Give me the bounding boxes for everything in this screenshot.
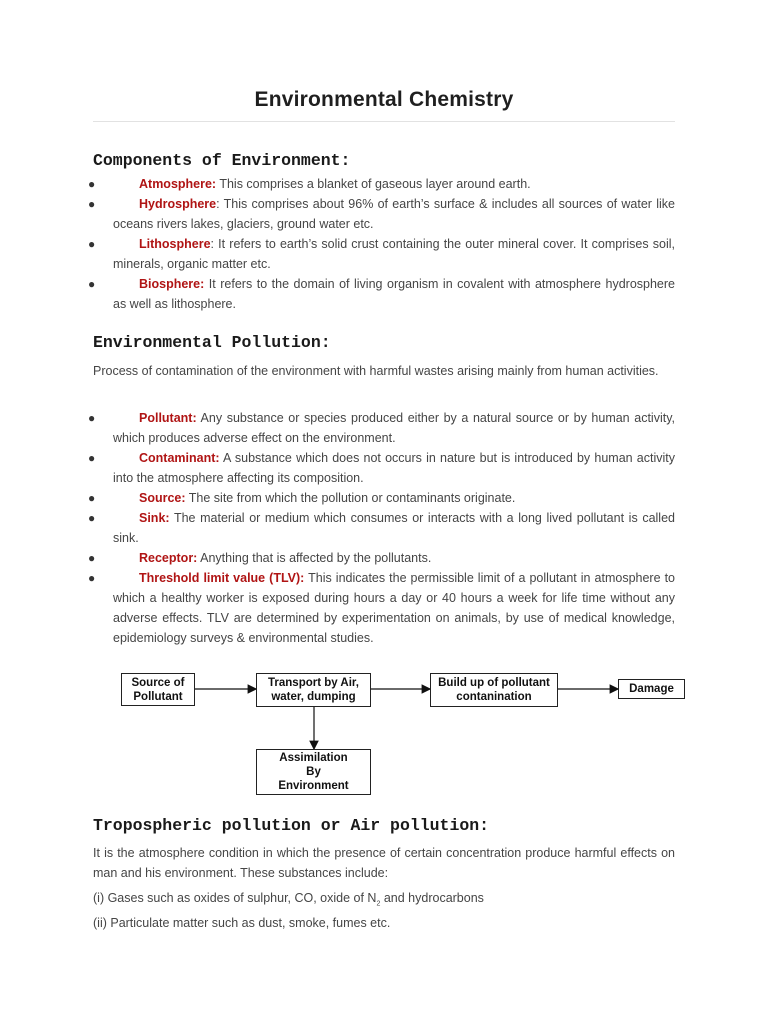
list-item: ● Lithosphere: It refers to earth’s solid crust containing the outer mineral cover. It comprises soil, minerals, organic matter etc. <box>113 234 675 274</box>
bullet-icon: ● <box>88 491 96 505</box>
bullet-icon: ● <box>88 411 96 425</box>
pollution-heading: Environmental Pollution: <box>93 333 331 352</box>
page-title: Environmental Chemistry <box>254 88 514 111</box>
bullet-icon: ● <box>88 177 96 191</box>
source-box: Source of Pollutant <box>121 673 195 706</box>
air-pollution-intro: It is the atmosphere condition in which the presence of certain concentration produce harmful effects on man and his environment. These substances include: <box>93 846 675 880</box>
list-item: ● Source: The site from which the pollution or contaminants originate. <box>113 488 675 508</box>
list-item: ● Threshold limit value (TLV): This indicates the permissible limit of a pollutant in atmosphere to which a healthy worker is exposed during hours a day or 40 hours a week for life time without any adverse effects. TLV are determined by experimentation on animals, by use of medical knowledge, epidemiology surveys & environmental studies. <box>113 568 675 648</box>
list-item: ● Contaminant: A substance which does not occurs in nature but is introduced by human activity into the atmosphere affecting its composition. <box>113 448 675 488</box>
list-item: (i) Gases such as oxides of sulphur, CO, oxide of $N_2$ and hydrocarbons <box>93 891 484 908</box>
air-pollution-heading: Tropospheric pollution or Air pollution: <box>93 816 490 835</box>
list-item: (ii) Particulate matter such as dust, smoke, fumes etc. <box>93 916 391 930</box>
components-heading: Components of Environment: <box>93 151 351 170</box>
damage-box: Damage <box>618 679 685 699</box>
pollution-intro: Process of contamination of the environment with harmful wastes arising mainly from human activities. <box>93 364 659 378</box>
bullet-icon: ● <box>88 197 96 211</box>
bullet-icon: ● <box>88 237 96 251</box>
bullet-icon: ● <box>88 551 96 565</box>
assimilation-box: Assimilation By Environment <box>256 749 371 795</box>
bullet-icon: ● <box>88 571 96 585</box>
bullet-icon: ● <box>88 511 96 525</box>
list-item: ● Pollutant: Any substance or species produced either by a natural source or by human activity, which produces adverse effect on the environment. <box>113 408 675 448</box>
bullet-icon: ● <box>88 277 96 291</box>
list-item: ● Hydrosphere: This comprises about 96% of earth’s surface & includes all sources of water like oceans rivers lakes, glaciers, ground water etc. <box>113 194 675 234</box>
components-list <box>0 174 675 314</box>
title-divider <box>93 121 675 122</box>
list-item: ● Sink: The material or medium which consumes or interacts with a long lived pollutant is called sink. <box>113 508 675 548</box>
pollution-flowchart <box>0 660 768 800</box>
list-item: ● Atmosphere: This comprises a blanket of gaseous layer around earth. <box>113 174 675 194</box>
bullet-icon: ● <box>88 451 96 465</box>
list-item: ● Receptor: Anything that is affected by the pollutants. <box>113 548 675 568</box>
buildup-box: Build up of pollutant contanination <box>430 673 558 707</box>
pollution-list <box>0 408 675 648</box>
transport-box: Transport by Air, water, dumping <box>256 673 371 707</box>
list-item: ● Biosphere: It refers to the domain of living organism in covalent with atmosphere hydrosphere as well as lithosphere. <box>113 274 675 314</box>
